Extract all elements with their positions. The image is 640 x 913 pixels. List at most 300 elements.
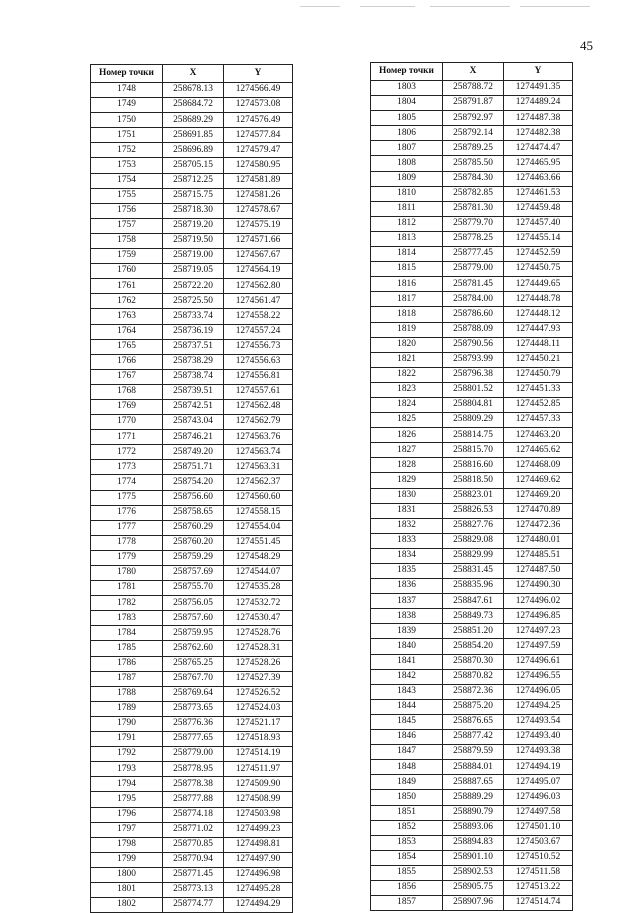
point-number-cell: 1849 <box>371 775 443 790</box>
y-coordinate-cell: 1274562.79 <box>224 415 293 430</box>
y-coordinate-cell: 1274495.28 <box>224 882 293 897</box>
y-coordinate-cell: 1274578.67 <box>224 203 293 218</box>
table-row <box>91 837 293 852</box>
table-row <box>91 701 293 716</box>
point-number-cell: 1801 <box>91 882 163 897</box>
x-coordinate-cell: 258736.19 <box>163 324 224 339</box>
table-row <box>371 714 573 729</box>
point-number-cell: 1822 <box>371 367 443 382</box>
y-coordinate-cell: 1274575.19 <box>224 218 293 233</box>
table-row <box>91 113 293 128</box>
point-number-cell: 1777 <box>91 520 163 535</box>
table-row <box>91 415 293 430</box>
y-coordinate-cell: 1274470.89 <box>504 503 573 518</box>
x-coordinate-cell: 258792.97 <box>443 111 504 126</box>
table-row <box>91 264 293 279</box>
table-row <box>371 579 573 594</box>
y-coordinate-cell: 1274524.03 <box>224 701 293 716</box>
point-number-cell: 1752 <box>91 143 163 158</box>
x-coordinate-cell: 258814.75 <box>443 428 504 443</box>
table-row <box>91 173 293 188</box>
point-number-cell: 1784 <box>91 626 163 641</box>
table-row <box>91 98 293 113</box>
x-coordinate-cell: 258905.75 <box>443 880 504 895</box>
y-coordinate-cell: 1274450.79 <box>504 367 573 382</box>
table-row <box>371 382 573 397</box>
point-number-cell: 1845 <box>371 714 443 729</box>
table-row <box>371 684 573 699</box>
point-number-cell: 1762 <box>91 294 163 309</box>
y-coordinate-cell: 1274563.76 <box>224 430 293 445</box>
table-row <box>371 81 573 96</box>
table-row <box>371 201 573 216</box>
point-number-cell: 1754 <box>91 173 163 188</box>
table-row <box>91 475 293 490</box>
point-number-cell: 1820 <box>371 337 443 352</box>
y-coordinate-cell: 1274497.90 <box>224 852 293 867</box>
table-row <box>91 822 293 837</box>
scan-artifact <box>430 6 510 7</box>
x-coordinate-cell: 258815.70 <box>443 443 504 458</box>
table-row <box>371 790 573 805</box>
table-header-row <box>371 63 573 81</box>
x-coordinate-cell: 258689.29 <box>163 113 224 128</box>
y-coordinate-cell: 1274487.50 <box>504 564 573 579</box>
point-number-cell: 1802 <box>91 898 163 913</box>
x-coordinate-cell: 258781.30 <box>443 201 504 216</box>
point-number-cell: 1781 <box>91 581 163 596</box>
x-coordinate-cell: 258793.99 <box>443 352 504 367</box>
table-row <box>371 443 573 458</box>
y-coordinate-cell: 1274508.99 <box>224 792 293 807</box>
table-row <box>91 852 293 867</box>
scan-artifact <box>360 6 415 7</box>
x-coordinate-cell: 258755.70 <box>163 581 224 596</box>
x-coordinate-cell: 258739.51 <box>163 384 224 399</box>
y-coordinate-cell: 1274469.20 <box>504 488 573 503</box>
x-coordinate-cell: 258738.29 <box>163 354 224 369</box>
table-row <box>371 880 573 895</box>
y-coordinate-cell: 1274580.95 <box>224 158 293 173</box>
x-coordinate-cell: 258771.45 <box>163 867 224 882</box>
y-coordinate-cell: 1274562.37 <box>224 475 293 490</box>
table-row <box>371 141 573 156</box>
x-coordinate-cell: 258777.88 <box>163 792 224 807</box>
point-number-cell: 1833 <box>371 533 443 548</box>
x-coordinate-cell: 258809.29 <box>443 413 504 428</box>
table-row <box>91 747 293 762</box>
point-number-cell: 1776 <box>91 505 163 520</box>
x-coordinate-cell: 258784.30 <box>443 171 504 186</box>
y-coordinate-cell: 1274521.17 <box>224 716 293 731</box>
point-number-cell: 1774 <box>91 475 163 490</box>
table-row <box>371 458 573 473</box>
point-number-cell: 1799 <box>91 852 163 867</box>
table-row <box>91 505 293 520</box>
x-coordinate-cell: 258788.72 <box>443 81 504 96</box>
x-coordinate-cell: 258876.65 <box>443 714 504 729</box>
table-row <box>371 428 573 443</box>
y-coordinate-cell: 1274511.97 <box>224 762 293 777</box>
table-row <box>91 762 293 777</box>
point-number-cell: 1749 <box>91 98 163 113</box>
y-coordinate-cell: 1274496.55 <box>504 669 573 684</box>
x-coordinate-cell: 258738.74 <box>163 369 224 384</box>
y-coordinate-cell: 1274452.59 <box>504 247 573 262</box>
y-coordinate-cell: 1274448.78 <box>504 292 573 307</box>
x-coordinate-cell: 258782.85 <box>443 186 504 201</box>
x-coordinate-cell: 258719.05 <box>163 264 224 279</box>
table-row <box>91 520 293 535</box>
table-row <box>371 518 573 533</box>
point-number-cell: 1821 <box>371 352 443 367</box>
x-coordinate-cell: 258719.20 <box>163 218 224 233</box>
x-coordinate-cell: 258835.96 <box>443 579 504 594</box>
table-row <box>371 231 573 246</box>
x-coordinate-cell: 258777.45 <box>443 247 504 262</box>
point-number-cell: 1814 <box>371 247 443 262</box>
point-number-cell: 1790 <box>91 716 163 731</box>
table-row <box>91 867 293 882</box>
point-number-cell: 1847 <box>371 745 443 760</box>
x-coordinate-cell: 258778.38 <box>163 777 224 792</box>
table-row <box>371 96 573 111</box>
y-coordinate-cell: 1274551.45 <box>224 535 293 550</box>
x-coordinate-cell: 258777.65 <box>163 732 224 747</box>
x-coordinate-cell: 258847.61 <box>443 594 504 609</box>
point-number-cell: 1841 <box>371 654 443 669</box>
x-coordinate-cell: 258762.60 <box>163 641 224 656</box>
point-number-cell: 1825 <box>371 413 443 428</box>
y-coordinate-cell: 1274556.81 <box>224 369 293 384</box>
x-coordinate-cell: 258854.20 <box>443 639 504 654</box>
x-coordinate-cell: 258715.75 <box>163 188 224 203</box>
table-row <box>91 686 293 701</box>
point-number-cell: 1765 <box>91 339 163 354</box>
x-coordinate-cell: 258829.08 <box>443 533 504 548</box>
x-coordinate-cell: 258781.45 <box>443 277 504 292</box>
table-row <box>371 548 573 563</box>
point-number-cell: 1805 <box>371 111 443 126</box>
table-row <box>91 188 293 203</box>
table-row <box>371 156 573 171</box>
point-number-cell: 1775 <box>91 490 163 505</box>
table-row <box>371 594 573 609</box>
y-coordinate-cell: 1274496.02 <box>504 594 573 609</box>
x-coordinate-cell: 258769.64 <box>163 686 224 701</box>
table-row <box>371 654 573 669</box>
point-number-cell: 1779 <box>91 550 163 565</box>
x-coordinate-cell: 258786.60 <box>443 307 504 322</box>
table-row <box>91 158 293 173</box>
table-row <box>371 699 573 714</box>
x-coordinate-cell: 258760.20 <box>163 535 224 550</box>
x-coordinate-cell: 258879.59 <box>443 745 504 760</box>
table-row <box>91 550 293 565</box>
table-row <box>371 307 573 322</box>
table-row <box>371 292 573 307</box>
point-number-cell: 1809 <box>371 171 443 186</box>
table-row <box>371 820 573 835</box>
x-coordinate-cell: 258827.76 <box>443 518 504 533</box>
coordinates-table-right <box>370 62 573 911</box>
x-coordinate-cell: 258722.20 <box>163 279 224 294</box>
table-row <box>91 490 293 505</box>
y-coordinate-cell: 1274514.19 <box>224 747 293 762</box>
y-coordinate-cell: 1274556.63 <box>224 354 293 369</box>
y-coordinate-cell: 1274449.65 <box>504 277 573 292</box>
point-number-cell: 1748 <box>91 83 163 98</box>
y-coordinate-cell: 1274564.19 <box>224 264 293 279</box>
x-coordinate-cell: 258849.73 <box>443 609 504 624</box>
y-coordinate-cell: 1274451.33 <box>504 382 573 397</box>
table-row <box>91 294 293 309</box>
point-number-cell: 1757 <box>91 218 163 233</box>
table-row <box>91 882 293 897</box>
x-coordinate-cell: 258870.30 <box>443 654 504 669</box>
x-coordinate-cell: 258792.14 <box>443 126 504 141</box>
y-coordinate-cell: 1274579.47 <box>224 143 293 158</box>
table-row <box>91 324 293 339</box>
table-row <box>91 566 293 581</box>
point-number-cell: 1796 <box>91 807 163 822</box>
table-row <box>91 233 293 248</box>
point-number-cell: 1857 <box>371 896 443 911</box>
point-number-cell: 1792 <box>91 747 163 762</box>
y-coordinate-cell: 1274563.31 <box>224 460 293 475</box>
table-row <box>91 596 293 611</box>
point-number-cell: 1760 <box>91 264 163 279</box>
y-coordinate-cell: 1274493.40 <box>504 730 573 745</box>
y-coordinate-cell: 1274459.48 <box>504 201 573 216</box>
point-number-cell: 1816 <box>371 277 443 292</box>
point-number-cell: 1804 <box>371 96 443 111</box>
x-coordinate-cell: 258712.25 <box>163 173 224 188</box>
table-row <box>91 898 293 913</box>
y-coordinate-cell: 1274581.26 <box>224 188 293 203</box>
point-number-cell: 1753 <box>91 158 163 173</box>
y-coordinate-cell: 1274485.51 <box>504 548 573 563</box>
table-row <box>91 807 293 822</box>
point-number-cell: 1842 <box>371 669 443 684</box>
point-number-cell: 1793 <box>91 762 163 777</box>
table-row <box>91 641 293 656</box>
x-coordinate-cell: 258760.29 <box>163 520 224 535</box>
y-coordinate-cell: 1274527.39 <box>224 671 293 686</box>
table-row <box>371 488 573 503</box>
header-point-number: Номер точки <box>371 63 443 81</box>
x-coordinate-cell: 258765.25 <box>163 656 224 671</box>
x-coordinate-cell: 258725.50 <box>163 294 224 309</box>
y-coordinate-cell: 1274576.49 <box>224 113 293 128</box>
y-coordinate-cell: 1274498.81 <box>224 837 293 852</box>
x-coordinate-cell: 258743.04 <box>163 415 224 430</box>
x-coordinate-cell: 258877.42 <box>443 730 504 745</box>
y-coordinate-cell: 1274496.03 <box>504 790 573 805</box>
point-number-cell: 1761 <box>91 279 163 294</box>
table-row <box>371 775 573 790</box>
x-coordinate-cell: 258796.38 <box>443 367 504 382</box>
table-row <box>91 792 293 807</box>
point-number-cell: 1830 <box>371 488 443 503</box>
point-number-cell: 1855 <box>371 865 443 880</box>
point-number-cell: 1768 <box>91 384 163 399</box>
point-number-cell: 1837 <box>371 594 443 609</box>
point-number-cell: 1807 <box>371 141 443 156</box>
y-coordinate-cell: 1274461.53 <box>504 186 573 201</box>
y-coordinate-cell: 1274557.24 <box>224 324 293 339</box>
x-coordinate-cell: 258776.36 <box>163 716 224 731</box>
table-row <box>91 384 293 399</box>
point-number-cell: 1836 <box>371 579 443 594</box>
y-coordinate-cell: 1274497.59 <box>504 639 573 654</box>
point-number-cell: 1826 <box>371 428 443 443</box>
y-coordinate-cell: 1274573.08 <box>224 98 293 113</box>
table-row <box>91 535 293 550</box>
x-coordinate-cell: 258719.00 <box>163 249 224 264</box>
point-number-cell: 1818 <box>371 307 443 322</box>
header-point-number: Номер точки <box>91 65 163 83</box>
point-number-cell: 1812 <box>371 216 443 231</box>
x-coordinate-cell: 258875.20 <box>443 699 504 714</box>
table-row <box>91 611 293 626</box>
point-number-cell: 1772 <box>91 445 163 460</box>
table-row <box>91 671 293 686</box>
point-number-cell: 1755 <box>91 188 163 203</box>
point-number-cell: 1838 <box>371 609 443 624</box>
table-row <box>371 745 573 760</box>
point-number-cell: 1824 <box>371 397 443 412</box>
x-coordinate-cell: 258870.82 <box>443 669 504 684</box>
x-coordinate-cell: 258785.50 <box>443 156 504 171</box>
y-coordinate-cell: 1274511.58 <box>504 865 573 880</box>
x-coordinate-cell: 258759.29 <box>163 550 224 565</box>
table-row <box>91 460 293 475</box>
table-row <box>371 337 573 352</box>
x-coordinate-cell: 258696.89 <box>163 143 224 158</box>
x-coordinate-cell: 258759.95 <box>163 626 224 641</box>
y-coordinate-cell: 1274535.28 <box>224 581 293 596</box>
table-row <box>371 730 573 745</box>
point-number-cell: 1808 <box>371 156 443 171</box>
x-coordinate-cell: 258770.94 <box>163 852 224 867</box>
y-coordinate-cell: 1274447.93 <box>504 322 573 337</box>
table-row <box>371 322 573 337</box>
y-coordinate-cell: 1274528.26 <box>224 656 293 671</box>
page-number: 45 <box>580 38 593 53</box>
x-coordinate-cell: 258894.83 <box>443 835 504 850</box>
y-coordinate-cell: 1274450.21 <box>504 352 573 367</box>
y-coordinate-cell: 1274496.85 <box>504 609 573 624</box>
point-number-cell: 1815 <box>371 262 443 277</box>
point-number-cell: 1853 <box>371 835 443 850</box>
point-number-cell: 1832 <box>371 518 443 533</box>
x-coordinate-cell: 258742.51 <box>163 399 224 414</box>
x-coordinate-cell: 258901.10 <box>443 850 504 865</box>
y-coordinate-cell: 1274554.04 <box>224 520 293 535</box>
table-row <box>91 249 293 264</box>
y-coordinate-cell: 1274457.40 <box>504 216 573 231</box>
y-coordinate-cell: 1274509.90 <box>224 777 293 792</box>
scan-artifact <box>300 6 340 7</box>
point-number-cell: 1834 <box>371 548 443 563</box>
y-coordinate-cell: 1274496.05 <box>504 684 573 699</box>
y-coordinate-cell: 1274469.62 <box>504 473 573 488</box>
point-number-cell: 1828 <box>371 458 443 473</box>
x-coordinate-cell: 258889.29 <box>443 790 504 805</box>
point-number-cell: 1788 <box>91 686 163 701</box>
table-row <box>91 399 293 414</box>
table-row <box>371 277 573 292</box>
table-row <box>91 716 293 731</box>
y-coordinate-cell: 1274465.62 <box>504 443 573 458</box>
x-coordinate-cell: 258718.30 <box>163 203 224 218</box>
x-coordinate-cell: 258778.95 <box>163 762 224 777</box>
y-coordinate-cell: 1274491.35 <box>504 81 573 96</box>
point-number-cell: 1769 <box>91 399 163 414</box>
y-coordinate-cell: 1274503.67 <box>504 835 573 850</box>
x-coordinate-cell: 258678.13 <box>163 83 224 98</box>
point-number-cell: 1839 <box>371 624 443 639</box>
point-number-cell: 1813 <box>371 231 443 246</box>
point-number-cell: 1786 <box>91 656 163 671</box>
table-row <box>371 669 573 684</box>
x-coordinate-cell: 258779.00 <box>163 747 224 762</box>
table-row <box>91 128 293 143</box>
scan-artifact <box>520 6 590 7</box>
y-coordinate-cell: 1274457.33 <box>504 413 573 428</box>
y-coordinate-cell: 1274566.49 <box>224 83 293 98</box>
table-row <box>371 564 573 579</box>
point-number-cell: 1795 <box>91 792 163 807</box>
table-row <box>371 624 573 639</box>
x-coordinate-cell: 258884.01 <box>443 760 504 775</box>
point-number-cell: 1817 <box>371 292 443 307</box>
x-coordinate-cell: 258705.15 <box>163 158 224 173</box>
x-coordinate-cell: 258804.81 <box>443 397 504 412</box>
header-y: Y <box>224 65 293 83</box>
x-coordinate-cell: 258684.72 <box>163 98 224 113</box>
table-row <box>91 218 293 233</box>
x-coordinate-cell: 258773.13 <box>163 882 224 897</box>
y-coordinate-cell: 1274526.52 <box>224 686 293 701</box>
x-coordinate-cell: 258779.00 <box>443 262 504 277</box>
point-number-cell: 1750 <box>91 113 163 128</box>
table-row <box>91 309 293 324</box>
point-number-cell: 1835 <box>371 564 443 579</box>
table-row <box>371 216 573 231</box>
point-number-cell: 1798 <box>91 837 163 852</box>
header-x: X <box>443 63 504 81</box>
x-coordinate-cell: 258767.70 <box>163 671 224 686</box>
point-number-cell: 1850 <box>371 790 443 805</box>
point-number-cell: 1778 <box>91 535 163 550</box>
table-row <box>371 247 573 262</box>
y-coordinate-cell: 1274548.29 <box>224 550 293 565</box>
table-row <box>371 397 573 412</box>
y-coordinate-cell: 1274557.61 <box>224 384 293 399</box>
y-coordinate-cell: 1274563.74 <box>224 445 293 460</box>
y-coordinate-cell: 1274463.66 <box>504 171 573 186</box>
y-coordinate-cell: 1274489.24 <box>504 96 573 111</box>
point-number-cell: 1823 <box>371 382 443 397</box>
table-row <box>371 111 573 126</box>
y-coordinate-cell: 1274581.89 <box>224 173 293 188</box>
point-number-cell: 1811 <box>371 201 443 216</box>
table-row <box>371 473 573 488</box>
table-row <box>371 352 573 367</box>
x-coordinate-cell: 258757.69 <box>163 566 224 581</box>
